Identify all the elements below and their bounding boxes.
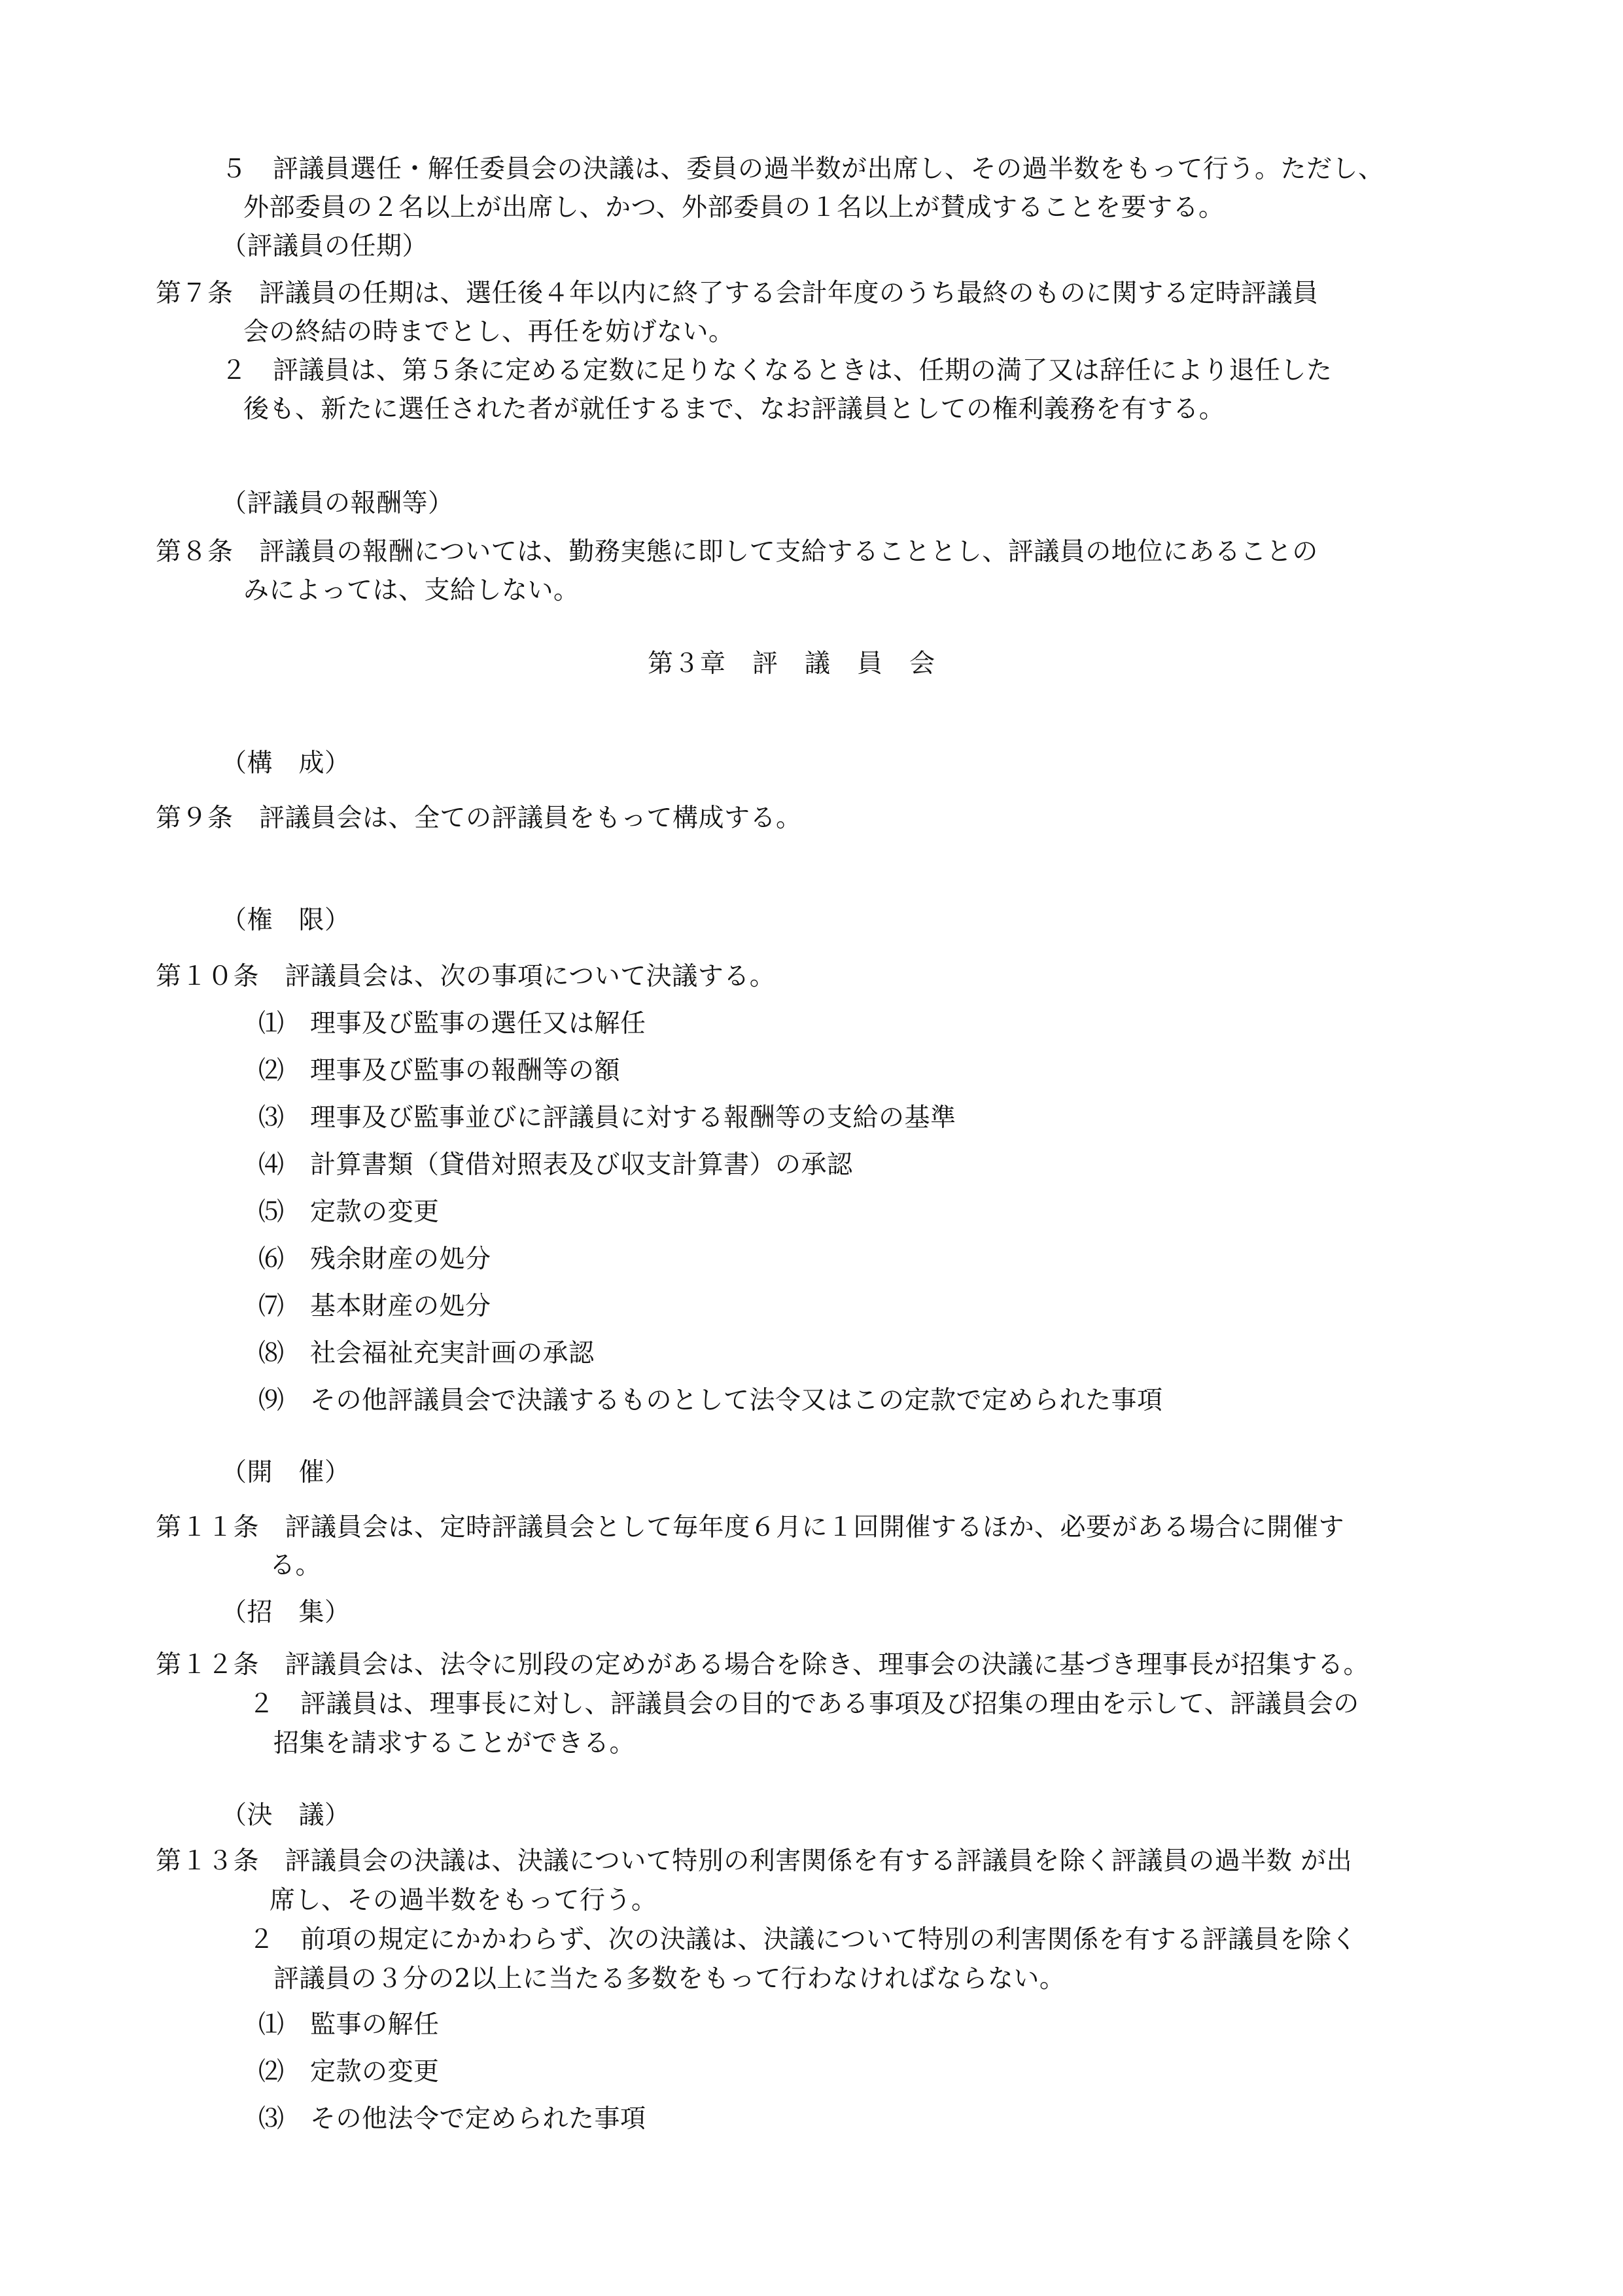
paragraph-line: みによっては、支給しない。 <box>243 576 580 605</box>
section-heading: （決 議） <box>221 1801 351 1830</box>
paragraph-line: 招集を請求することができる。 <box>273 1729 636 1758</box>
list-item: ⑶ その他法令で定められた事項 <box>258 2104 646 2134</box>
paragraph-line: 席し、その過半数をもって行う。 <box>270 1886 657 1915</box>
list-item: ⑸ 定款の変更 <box>258 1197 440 1227</box>
paragraph-line: ５ 評議員選任・解任委員会の決議は、委員の過半数が出席し、その過半数をもって行う。ただし、 <box>221 154 1384 184</box>
article-line: 第９条 評議員会は、全ての評議員をもって構成する。 <box>156 804 802 833</box>
section-heading: （構 成） <box>221 749 351 778</box>
article-line: 第１１条 評議員会は、定時評議員会として毎年度６月に１回開催するほか、必要がある場合に開催す <box>156 1513 1345 1542</box>
article-line: 第８条 評議員の報酬については、勤務実態に即して支給することとし、評議員の地位にあることの <box>156 537 1318 567</box>
section-heading: （開 催） <box>221 1458 351 1487</box>
section-heading: （権 限） <box>221 906 351 935</box>
article-line: 第１３条 評議員会の決議は、決議について特別の利害関係を有する評議員を除く評議員の過半数 が出 <box>156 1846 1353 1876</box>
paragraph-line: 会の終結の時までとし、再任を妨げない。 <box>243 317 735 347</box>
list-item: ⑴ 監事の解任 <box>258 2010 440 2040</box>
paragraph-line: 外部委員の２名以上が出席し、かつ、外部委員の１名以上が賛成することを要する。 <box>243 193 1225 222</box>
paragraph-line: ２ 評議員は、理事長に対し、評議員会の目的である事項及び招集の理由を示して、評議員会の <box>249 1689 1359 1719</box>
article-line: 第１２条 評議員会は、法令に別段の定めがある場合を除き、理事会の決議に基づき理事長が招集する。 <box>156 1650 1369 1680</box>
section-heading: （評議員の報酬等） <box>221 489 454 518</box>
article-line: 第１０条 評議員会は、次の事項について決議する。 <box>156 962 776 991</box>
list-item: ⑻ 社会福祉充実計画の承認 <box>258 1339 595 1368</box>
article-line: 第７条 評議員の任期は、選任後４年以内に終了する会計年度のうち最終のものに関する定時評議員 <box>156 279 1319 308</box>
section-heading: （招 集） <box>221 1598 351 1627</box>
list-item: ⑵ 理事及び監事の報酬等の額 <box>258 1056 621 1086</box>
list-item: ⑴ 理事及び監事の選任又は解任 <box>258 1009 646 1038</box>
paragraph-line: る。 <box>270 1551 322 1580</box>
section-heading: （評議員の任期） <box>221 232 428 261</box>
list-item: ⑵ 定款の変更 <box>258 2057 440 2087</box>
list-item: ⑷ 計算書類（貸借対照表及び収支計算書）の承認 <box>258 1150 853 1180</box>
chapter-title: 第３章 評 議 員 会 <box>648 649 936 679</box>
list-item: ⑺ 基本財産の処分 <box>258 1292 491 1321</box>
paragraph-line: 評議員の３分の2以上に当たる多数をもって行わなければならない。 <box>273 1964 1066 1994</box>
list-item: ⑹ 残余財産の処分 <box>258 1245 491 1274</box>
paragraph-line: ２ 評議員は、第５条に定める定数に足りなくなるときは、任期の満了又は辞任により退任した <box>221 356 1333 385</box>
list-item: ⑶ 理事及び監事並びに評議員に対する報酬等の支給の基準 <box>258 1103 956 1133</box>
list-item: ⑼ その他評議員会で決議するものとして法令又はこの定款で定められた事項 <box>258 1386 1163 1415</box>
paragraph-line: 後も、新たに選任された者が就任するまで、なお評議員としての権利義務を有する。 <box>243 395 1225 424</box>
paragraph-line: ２ 前項の規定にかかわらず、次の決議は、決議について特別の利害関係を有する評議員を除く <box>249 1925 1357 1954</box>
